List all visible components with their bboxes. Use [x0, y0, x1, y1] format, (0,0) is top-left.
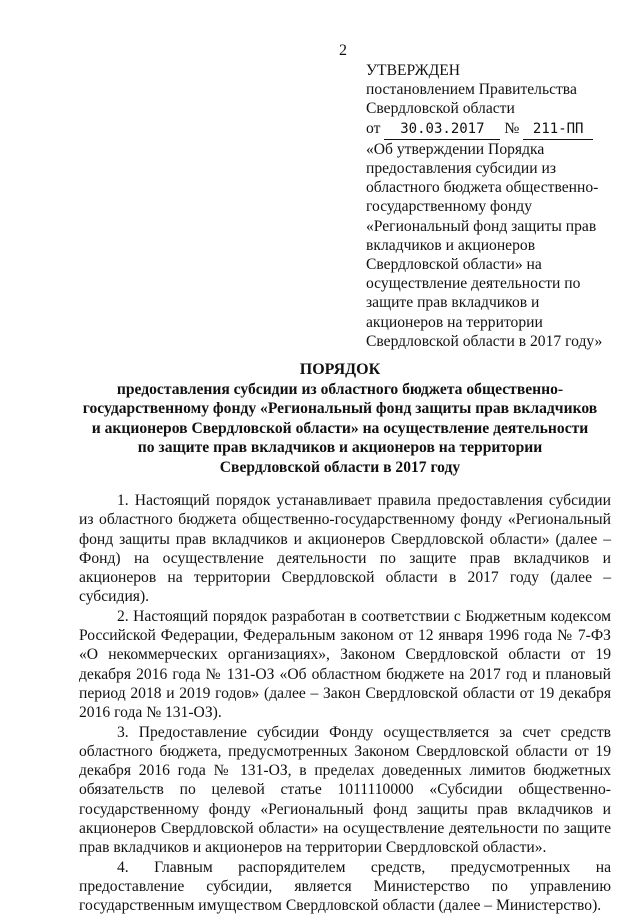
- approval-line: Свердловской области в 2017 году»: [366, 332, 603, 350]
- paragraph-3: 3. Предоставление субсидии Фонду осуществляется за счет средств областного бюджета, предусмотренных Законом Свердловской области от 19 декабря 2016 года № 131-ОЗ, в пределах доведенных лимитов бюджетных обязательств по целевой статье 1011110000 «Субсидии общественно-государственному фонду «Региональный фонд защиты прав вкладчиков и акционеров Свердловской области» на осуществление деятельности по защите прав вкладчиков и акционеров на территории Свердловской области».: [79, 723, 611, 857]
- number-prefix: №: [504, 119, 520, 137]
- approval-line: «Региональный фонд защиты прав: [366, 217, 597, 235]
- approval-line: постановлением Правительства: [366, 81, 577, 99]
- approval-date: 30.03.2017: [384, 120, 500, 140]
- approval-line: Свердловской области: [366, 100, 515, 118]
- title-line: по защите прав вкладчиков и акционеров на территории: [137, 439, 543, 456]
- title-line: государственному фонду «Региональный фонд защиты прав вкладчиков: [82, 400, 598, 417]
- paragraph-1: 1. Настоящий порядок устанавливает правила предоставления субсидии из областного бюджета общественно-государственному фонду «Региональный фонд защиты прав вкладчиков и акционеров Свердловской области» (далее – Фонд) на осуществление деятельности по защите прав вкладчиков и акционеров на территории Свердловской области в 2017 году (далее – субсидия).: [79, 492, 611, 606]
- title-line: и акционеров Свердловской области» на осуществление деятельности: [91, 419, 589, 437]
- paragraph-4: 4. Главным распорядителем средств, предусмотренных на предоставление субсидии, является Министерство по управлению государственным имуществом Свердловской области (далее – Министерство).: [79, 858, 611, 915]
- approval-line: акционеров на территории: [366, 313, 543, 331]
- approval-line: областного бюджета общественно-: [366, 179, 599, 197]
- title-line: предоставления субсидии из областного бюджета общественно-: [116, 380, 564, 398]
- approval-line: защите прав вкладчиков и: [366, 294, 540, 312]
- document-title: [60, 360, 620, 477]
- approval-line: вкладчиков и акционеров: [366, 236, 536, 254]
- date-prefix: от: [366, 119, 381, 137]
- approval-line: осуществление деятельности по: [366, 275, 581, 293]
- document-body: [79, 491, 611, 916]
- page-number: 2: [339, 42, 347, 59]
- approval-line: «Об утверждении Порядка: [366, 140, 545, 158]
- approval-stamp-block: [366, 61, 628, 351]
- approved-label: УТВЕРЖДЕН: [366, 62, 461, 79]
- approval-date-line: [366, 119, 628, 140]
- title-heading: ПОРЯДОК: [299, 361, 381, 378]
- approval-line: государственному фонду: [366, 198, 533, 216]
- approval-number: 211-ПП: [523, 120, 593, 140]
- title-line: Свердловской области в 2017 году: [219, 458, 461, 476]
- paragraph-2: 2. Настоящий порядок разработан в соответствии с Бюджетным кодексом Российской Федерации, Федеральным законом от 12 января 1996 года № 7-ФЗ «О некоммерческих организациях», Законом Свердловской области от 19 декабря 2016 года № 131-ОЗ «Об областном бюджете на 2017 год и плановый период 2018 и 2019 годов» (далее – Закон Свердловской области от 19 декабря 2016 года № 131-ОЗ).: [79, 607, 611, 722]
- approval-line: Свердловской области» на: [366, 256, 542, 274]
- approval-line: предоставления субсидии из: [366, 160, 556, 178]
